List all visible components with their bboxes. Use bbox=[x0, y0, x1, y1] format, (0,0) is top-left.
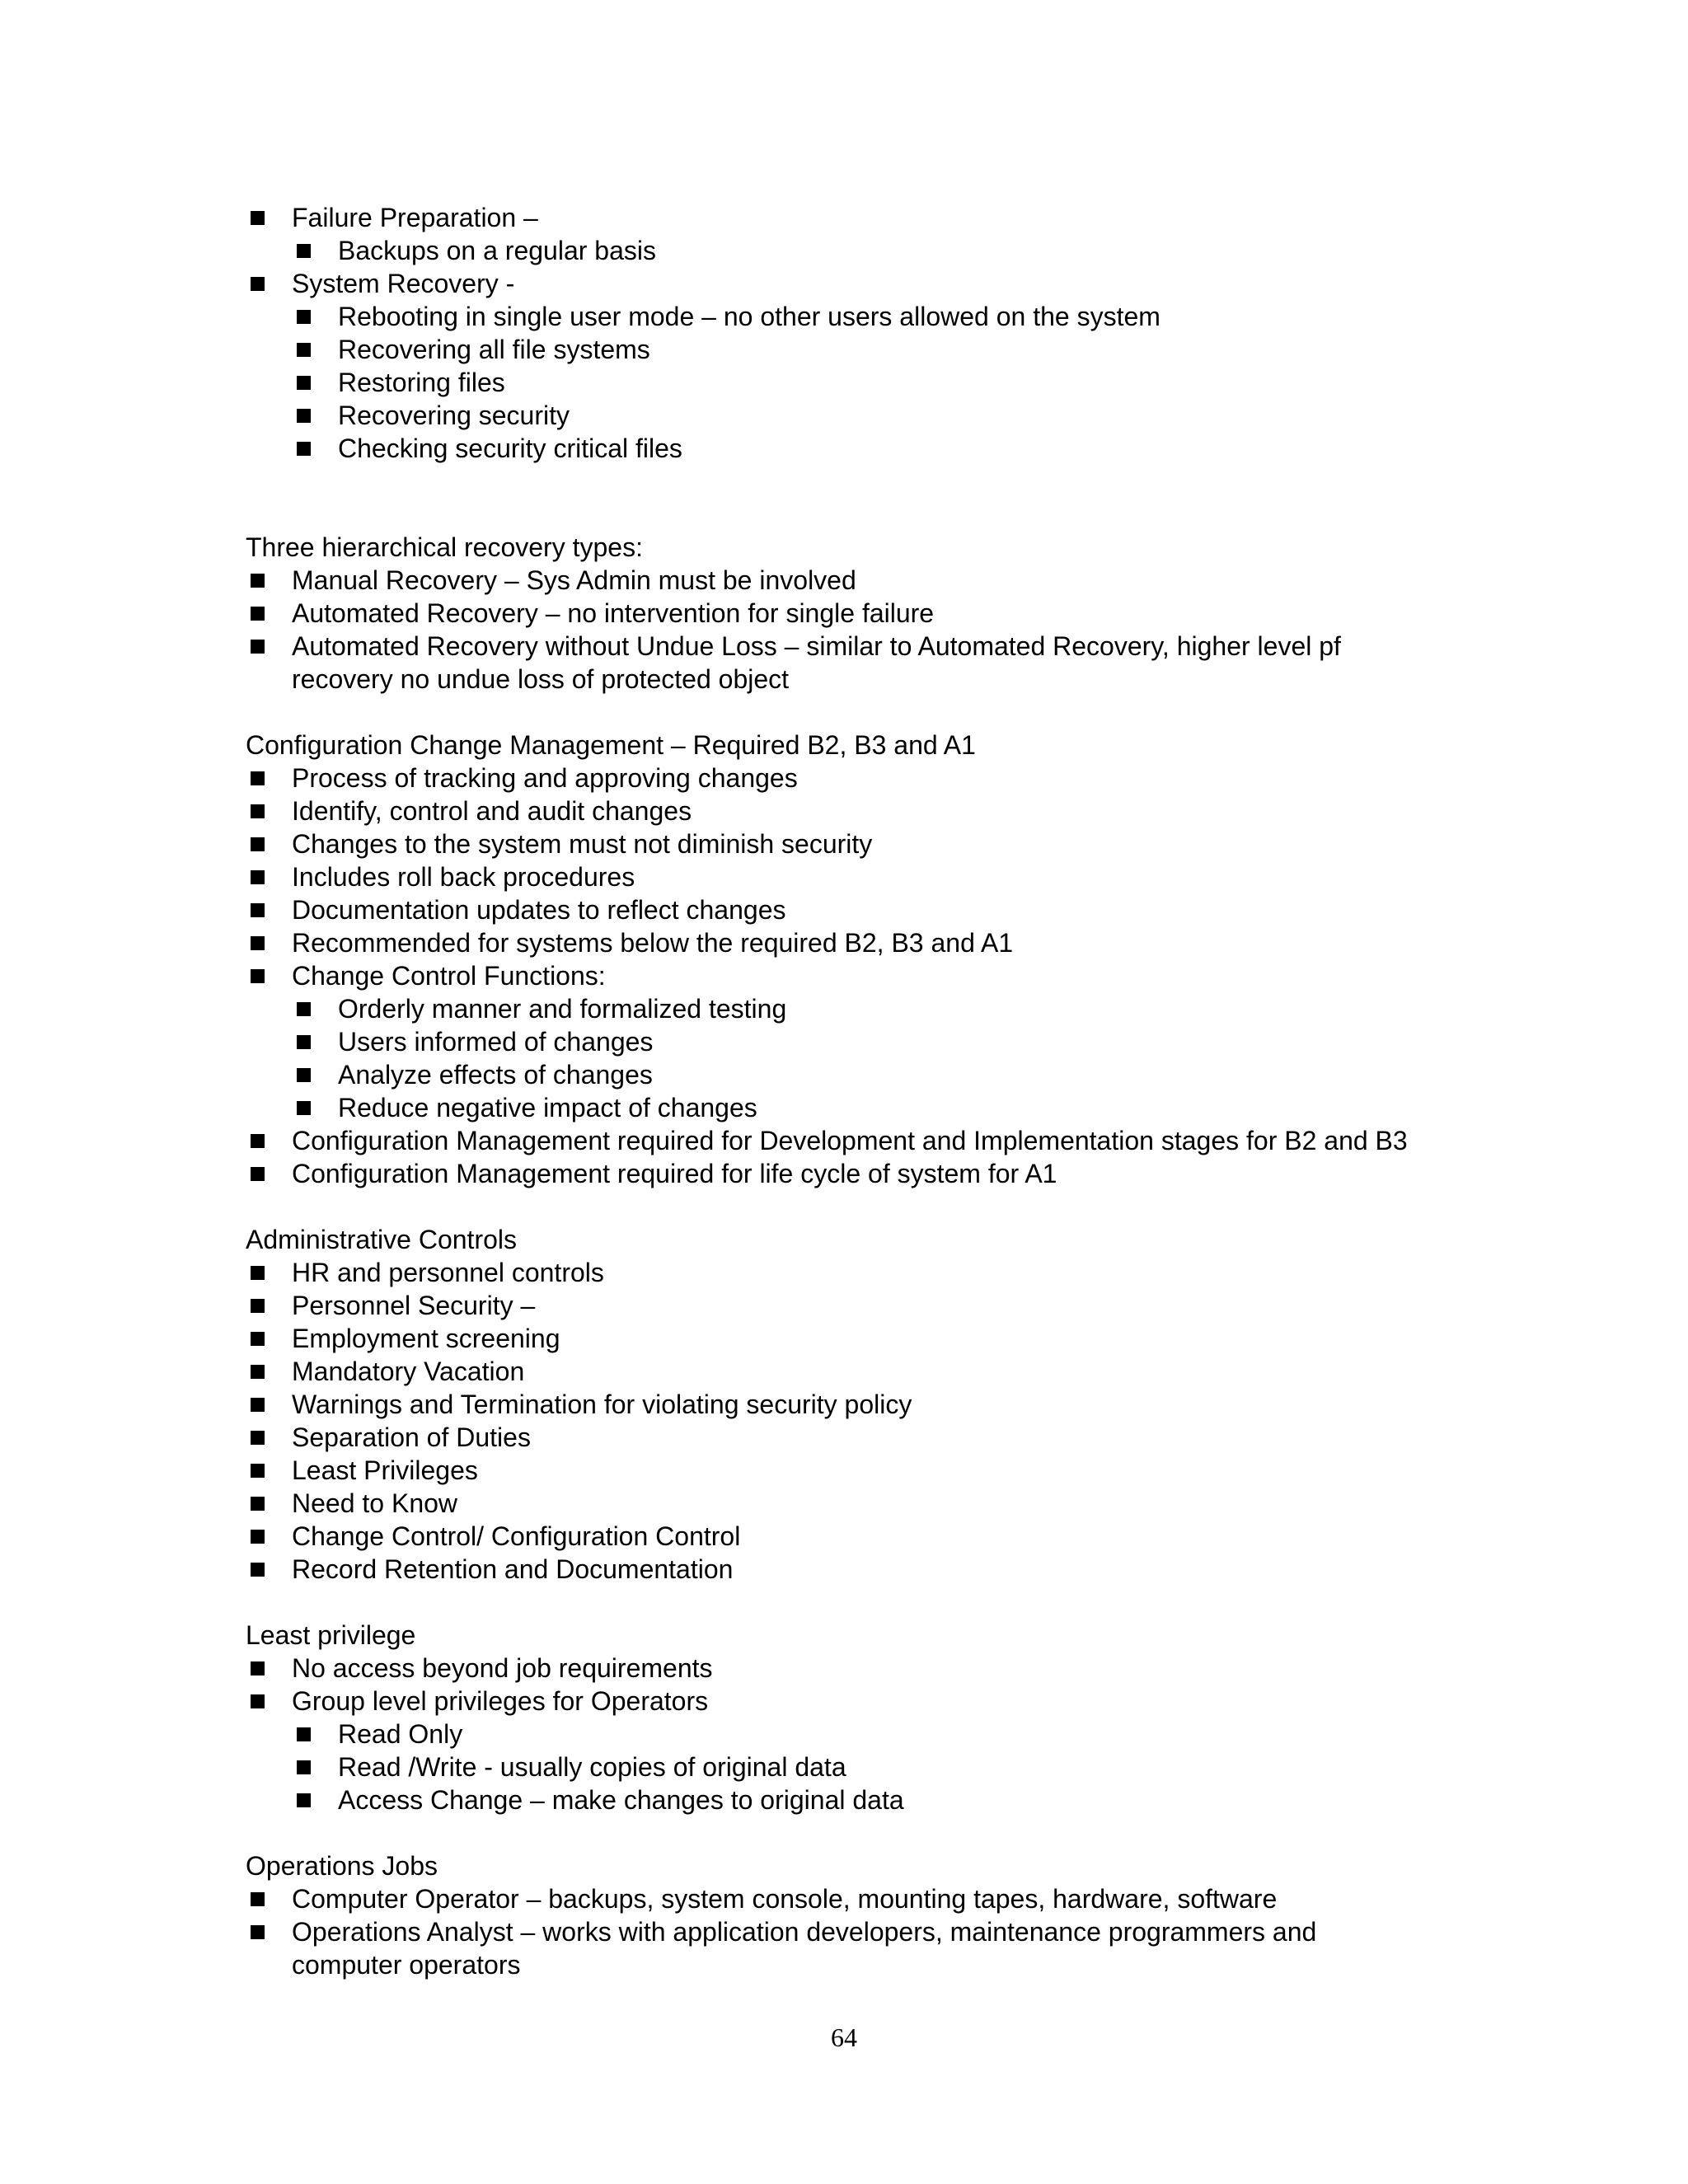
list-item bbox=[246, 860, 1482, 893]
section-heading: Operations Jobs bbox=[246, 1851, 438, 1881]
list-item bbox=[246, 1421, 1482, 1454]
page-number: 64 bbox=[831, 2022, 857, 2052]
intro-list bbox=[246, 201, 1482, 465]
list-item bbox=[246, 1256, 1482, 1289]
list-item-text: Includes roll back procedures bbox=[292, 862, 635, 892]
list-item-text: Restoring files bbox=[338, 368, 505, 397]
list-item-text: Access Change – make changes to original data bbox=[338, 1785, 904, 1815]
list-item bbox=[292, 1718, 1482, 1750]
section-heading: Least privilege bbox=[246, 1620, 416, 1650]
section-heading: Configuration Change Management – Required B2, B3 and A1 bbox=[246, 730, 976, 760]
list-item bbox=[246, 1157, 1482, 1190]
list-item bbox=[292, 366, 1482, 399]
list-item bbox=[292, 333, 1482, 366]
list-item-text: Configuration Management required for life cycle of system for A1 bbox=[292, 1159, 1057, 1188]
admin-controls-section bbox=[246, 1223, 1482, 1586]
list-item bbox=[246, 1487, 1482, 1520]
list-item-text: Need to Know bbox=[292, 1488, 458, 1518]
operations-jobs-list bbox=[246, 1882, 1482, 1981]
list-item bbox=[292, 432, 1482, 465]
list-item-text: No access beyond job requirements bbox=[292, 1653, 713, 1683]
list-item bbox=[246, 1915, 1482, 1981]
list-item-text: Changes to the system must not diminish security bbox=[292, 829, 873, 859]
list-item bbox=[246, 1454, 1482, 1487]
list-item bbox=[246, 1388, 1482, 1421]
list-item bbox=[292, 399, 1482, 432]
list-item-text: Automated Recovery without Undue Loss – similar to Automated Recovery, higher level pf recovery no undue loss of protected object bbox=[292, 631, 1341, 694]
spacer bbox=[246, 696, 1482, 729]
list-item bbox=[246, 794, 1482, 827]
list-item-text: Manual Recovery – Sys Admin must be involved bbox=[292, 565, 856, 595]
spacer bbox=[246, 465, 1482, 531]
list-item bbox=[292, 992, 1482, 1025]
document-body bbox=[246, 201, 1482, 1981]
spacer bbox=[246, 1816, 1482, 1849]
list-item bbox=[292, 1025, 1482, 1058]
list-item bbox=[246, 893, 1482, 926]
list-item bbox=[246, 597, 1482, 630]
list-item-text: Change Control/ Configuration Control bbox=[292, 1521, 741, 1551]
list-item-text: Process of tracking and approving changes bbox=[292, 763, 798, 793]
list-item bbox=[292, 234, 1482, 267]
list-item bbox=[292, 1091, 1482, 1124]
list-item bbox=[246, 1652, 1482, 1685]
list-item bbox=[246, 1289, 1482, 1322]
list-item-text: Group level privileges for Operators bbox=[292, 1686, 709, 1716]
list-item-text: Least Privileges bbox=[292, 1455, 478, 1485]
sub-list bbox=[292, 234, 1482, 267]
list-item-text: Failure Preparation – bbox=[292, 203, 538, 232]
list-item bbox=[292, 1783, 1482, 1816]
list-item-text: Record Retention and Documentation bbox=[292, 1554, 734, 1584]
list-item bbox=[246, 1520, 1482, 1553]
list-item-text: Recovering all file systems bbox=[338, 335, 650, 364]
sub-list bbox=[292, 300, 1482, 465]
list-item-text: Analyze effects of changes bbox=[338, 1060, 653, 1090]
sub-list bbox=[292, 1718, 1482, 1816]
section-heading: Administrative Controls bbox=[246, 1225, 517, 1254]
list-item-text: Users informed of changes bbox=[338, 1027, 654, 1057]
list-item bbox=[292, 1058, 1482, 1091]
list-item bbox=[246, 1124, 1482, 1157]
list-item bbox=[246, 827, 1482, 860]
least-privilege-list bbox=[246, 1652, 1482, 1816]
list-item-text: Recovering security bbox=[338, 401, 570, 430]
list-item-text: Recommended for systems below the required B2, B3 and A1 bbox=[292, 928, 1014, 958]
operations-jobs-section bbox=[246, 1849, 1482, 1981]
list-item bbox=[246, 267, 1482, 465]
list-item-text: Mandatory Vacation bbox=[292, 1357, 525, 1386]
list-item bbox=[246, 630, 1482, 696]
list-item bbox=[246, 1882, 1482, 1915]
recovery-types-section bbox=[246, 531, 1482, 696]
recovery-types-list bbox=[246, 564, 1482, 696]
list-item bbox=[246, 1322, 1482, 1355]
list-item bbox=[246, 926, 1482, 959]
list-item bbox=[246, 762, 1482, 794]
config-change-section bbox=[246, 729, 1482, 1190]
list-item-text: System Recovery - bbox=[292, 269, 515, 298]
list-item bbox=[246, 959, 1482, 1124]
list-item-text: Personnel Security – bbox=[292, 1291, 536, 1320]
list-item-text: Backups on a regular basis bbox=[338, 236, 656, 265]
list-item-text: Employment screening bbox=[292, 1324, 560, 1353]
spacer bbox=[246, 1190, 1482, 1223]
list-item-text: Orderly manner and formalized testing bbox=[338, 994, 787, 1024]
list-item-text: Warnings and Termination for violating security policy bbox=[292, 1390, 912, 1419]
list-item bbox=[292, 1750, 1482, 1783]
list-item bbox=[246, 1685, 1482, 1816]
list-item-text: Read /Write - usually copies of original data bbox=[338, 1752, 846, 1782]
list-item-text: Rebooting in single user mode – no other users allowed on the system bbox=[338, 302, 1160, 331]
list-item-text: Computer Operator – backups, system console, mounting tapes, hardware, software bbox=[292, 1884, 1278, 1914]
list-item-text: Automated Recovery – no intervention for single failure bbox=[292, 598, 935, 628]
list-item-text: HR and personnel controls bbox=[292, 1258, 604, 1287]
list-item-text: Operations Analyst – works with application developers, maintenance programmers and computer operators bbox=[292, 1917, 1317, 1980]
list-item-text: Checking security critical files bbox=[338, 434, 682, 463]
config-change-list bbox=[246, 762, 1482, 1190]
admin-controls-list bbox=[246, 1256, 1482, 1586]
list-item-text: Reduce negative impact of changes bbox=[338, 1093, 757, 1122]
list-item-text: Change Control Functions: bbox=[292, 961, 606, 991]
least-privilege-section bbox=[246, 1619, 1482, 1816]
list-item bbox=[292, 300, 1482, 333]
section-heading: Three hierarchical recovery types: bbox=[246, 532, 643, 562]
list-item-text: Identify, control and audit changes bbox=[292, 796, 692, 826]
list-item-text: Read Only bbox=[338, 1719, 463, 1749]
spacer bbox=[246, 1586, 1482, 1619]
list-item bbox=[246, 1553, 1482, 1586]
list-item-text: Separation of Duties bbox=[292, 1422, 531, 1452]
list-item bbox=[246, 201, 1482, 267]
sub-list bbox=[292, 992, 1482, 1124]
list-item bbox=[246, 564, 1482, 597]
list-item bbox=[246, 1355, 1482, 1388]
list-item-text: Configuration Management required for Development and Implementation stages for B2 and B3 bbox=[292, 1126, 1408, 1155]
list-item-text: Documentation updates to reflect changes bbox=[292, 895, 786, 925]
